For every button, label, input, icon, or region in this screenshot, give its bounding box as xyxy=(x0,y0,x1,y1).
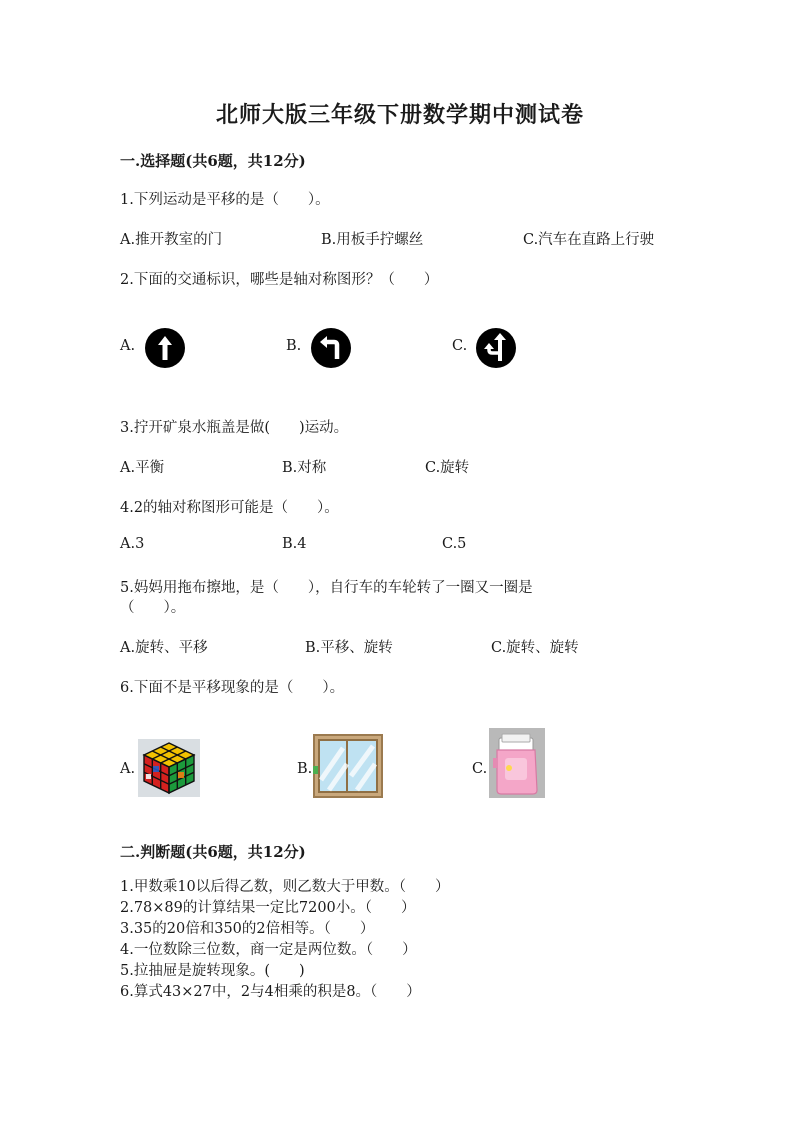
question-5-line-1: 5.妈妈用拖布擦地，是（ ），自行车的车轮转了一圈又一圈是 xyxy=(120,580,533,596)
q3-option-b: B.对称 xyxy=(282,460,327,476)
tf-item-5: 5.拉抽屉是旋转现象。( ) xyxy=(120,963,305,979)
q1-option-a: A.推开教室的门 xyxy=(120,232,223,248)
turn-left-sign-icon xyxy=(311,328,351,368)
tf-item-1: 1.甲数乘10以后得乙数，则乙数大于甲数。（ ） xyxy=(120,879,450,895)
question-4: 4.2的轴对称图形可能是（ ）。 xyxy=(120,500,339,516)
q2-option-b: B. xyxy=(286,338,302,354)
section-heading-true-false: 二.判断题(共6题，共12分) xyxy=(120,843,306,861)
q5-option-c: C.旋转、旋转 xyxy=(491,640,579,656)
question-6: 6.下面不是平移现象的是（ ）。 xyxy=(120,680,345,696)
tf-item-4: 4.一位数除三位数，商一定是两位数。（ ） xyxy=(120,942,417,958)
tf-item-3: 3.35的20倍和350的2倍相等。（ ） xyxy=(120,921,375,937)
q4-option-a: A.3 xyxy=(120,536,145,552)
question-3: 3.拧开矿泉水瓶盖是做( )运动。 xyxy=(120,420,349,436)
q1-option-b: B.用板手拧螺丝 xyxy=(321,232,424,248)
q2-option-c: C. xyxy=(452,338,468,354)
q6-option-b: B. xyxy=(297,761,313,777)
fork-left-sign-icon xyxy=(476,328,516,368)
q3-option-c: C.旋转 xyxy=(425,460,470,476)
arrow-up-sign-icon xyxy=(145,328,185,368)
q6-option-c: C. xyxy=(472,761,488,777)
question-2: 2.下面的交通标识，哪些是轴对称图形？（ ） xyxy=(120,272,439,288)
q4-option-b: B.4 xyxy=(282,536,307,552)
q5-option-b: B.平移、旋转 xyxy=(305,640,393,656)
q4-option-c: C.5 xyxy=(442,536,467,552)
q3-option-a: A.平衡 xyxy=(120,460,165,476)
q6-option-a: A. xyxy=(120,761,136,777)
tf-item-2: 2.78×89的计算结果一定比7200小。（ ） xyxy=(120,900,416,916)
q2-option-a: A. xyxy=(120,338,136,354)
section-heading-choice: 一.选择题(共6题，共12分) xyxy=(120,152,306,170)
page-title: 北师大版三年级下册数学期中测试卷 xyxy=(215,102,584,128)
toaster-icon xyxy=(489,728,545,798)
question-1: 1.下列运动是平移的是（ ）。 xyxy=(120,192,330,208)
question-5-line-2: （ ）。 xyxy=(120,600,186,616)
tf-item-6: 6.算式43×27中，2与4相乘的积是8。（ ） xyxy=(120,984,421,1000)
q1-option-c: C.汽车在直路上行驶 xyxy=(523,232,655,248)
sliding-window-icon xyxy=(313,734,383,798)
q5-option-a: A.旋转、平移 xyxy=(120,640,208,656)
rubiks-cube-icon xyxy=(138,739,200,797)
